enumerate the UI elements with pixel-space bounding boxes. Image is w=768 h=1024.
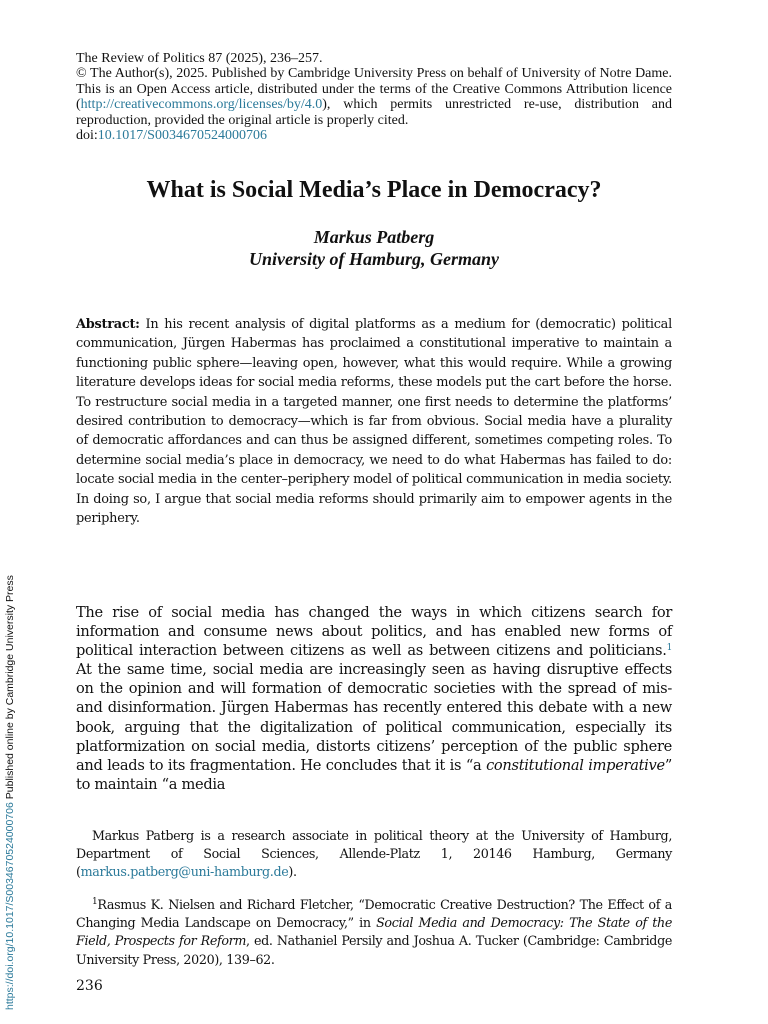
body-text-3: ” to maintain “a media xyxy=(76,756,672,793)
doi-line xyxy=(76,128,672,143)
abstract-label: Abstract: xyxy=(76,317,140,332)
doi-label: doi: xyxy=(76,128,98,144)
abstract-text: In his recent analysis of digital platforms as a medium for (democratic) political communication, Jürgen Habermas has proclaimed a constitutional imperative to maintain a functioning public sphere—leaving open, however, what this would require. While a growing literature develops ideas for social media reforms, these models put the cart before the horse. To restructure social media in a targeted manner, one first needs to determine the platforms’ desired contribution to democracy—which is far from obvious. Social media have a plurality of democratic affordances and can thus be assigned different, sometimes competing roles. To determine social media’s place in democracy, we need to do what Habermas has failed to do: locate social media in the center–periphery model of political communication in media society. In doing so, I argue that social media reforms should primarily aim to empower agents in the periphery. xyxy=(76,317,672,527)
footnote-1-text-pre: Rasmus K. Nielsen and Richard Fletcher, “Democratic Creative Destruction? The Effect of a Changing Media Landscape on Democracy,” in xyxy=(76,897,672,931)
footnote-1-book-title: Social Media and Democracy: The State of the Field, Prospects for Reform xyxy=(76,915,672,949)
body-text-2: At the same time, social media are increasingly seen as having disruptive effects on the opinion and will formation of democratic societies with the spread of mis- and disinformation. Jürgen Habermas has recently entered this debate with a new book, arguing that the digitalization of political communication, especially its platformization on social media, distorts citizens’ perception of the public sphere and leads to its fragmentation. He concludes that it is “a xyxy=(76,661,672,774)
side-doi-link[interactable]: https://doi.org/10.1017/S0034670524000706 xyxy=(4,802,16,1010)
author-block xyxy=(76,226,672,270)
article-title: What is Social Media’s Place in Democracy? xyxy=(146,177,602,203)
copyright-text-pre: © The Author(s), 2025. Published by Cambridge University Press on behalf of University of Notre Dame. This is an Open Access article, distributed under the terms of the Creative Commons Attribution licence ( xyxy=(76,66,672,113)
author-affiliation: University of Hamburg, Germany xyxy=(249,249,499,269)
author-footnote xyxy=(76,827,672,882)
page-number: 236 xyxy=(76,978,103,994)
body-emphasis: constitutional imperative xyxy=(486,756,665,774)
footnote-1 xyxy=(76,896,672,969)
footnote-1-text-post: , ed. Nathaniel Persily and Joshua A. Tucker (Cambridge: Cambridge University Press, 2020), 139–62. xyxy=(76,933,672,967)
author-footnote-text: Markus Patberg is a research associate in political theory at the University of Hamburg, Department of Social Sciences, Allende-Platz 1, 20146 Hamburg, Germany ( xyxy=(76,828,672,880)
footnote-1-number: 1 xyxy=(92,897,98,907)
author-footnote-close: ). xyxy=(288,864,297,880)
author-name: Markus Patberg xyxy=(313,227,435,247)
footnote-ref-1[interactable]: 1 xyxy=(666,643,672,654)
copyright-notice xyxy=(76,66,672,128)
doi-link[interactable]: 10.1017/S0034670524000706 xyxy=(97,128,267,144)
journal-header xyxy=(76,51,672,143)
journal-citation: The Review of Politics 87 (2025), 236–257. xyxy=(76,51,323,66)
body-paragraph xyxy=(76,603,672,794)
body-text-1: The rise of social media has changed the ways in which citizens search for information and consume news about politics, and has enabled new forms of political interaction between citizens as well as between citizens and politicians. xyxy=(76,604,672,660)
author-email-link[interactable]: markus.patberg@uni-hamburg.de xyxy=(80,864,289,880)
license-link[interactable]: http://creativecommons.org/licenses/by/4.0 xyxy=(80,97,323,113)
side-published-text: Published online by Cambridge University Press xyxy=(4,575,16,803)
copyright-text-post: ), which permits unrestricted re-use, distribution and reproduction, provided the original article is properly cited. xyxy=(76,97,672,128)
abstract xyxy=(76,315,672,528)
side-citation-note xyxy=(0,575,20,1010)
